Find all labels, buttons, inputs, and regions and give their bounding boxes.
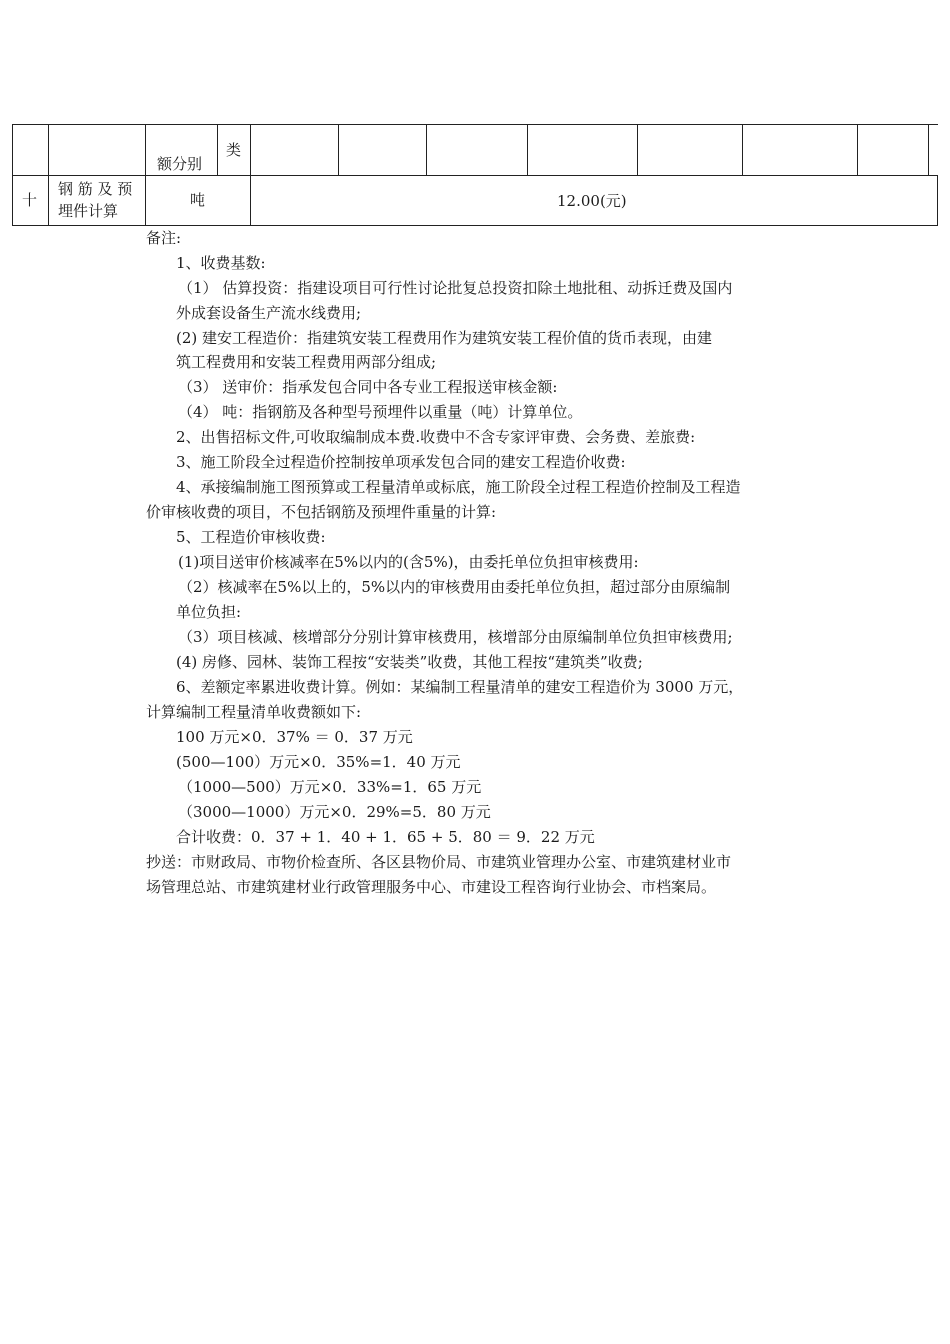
- note-line: 2、出售招标文件,可收取编制成本费.收费中不含专家评审费、会务费、差旅费:: [176, 428, 696, 446]
- table-col-border: [426, 124, 427, 175]
- table-col-border: [928, 124, 929, 175]
- note-line: （1） 估算投资：指建设项目可行性讨论批复总投资扣除土地批租、动拆迁费及国内: [178, 279, 733, 297]
- table-col-border: [937, 175, 938, 226]
- note-line: 1、收费基数:: [176, 254, 266, 272]
- table-col-border: [637, 124, 638, 175]
- note-line: 外成套设备生产流水线费用;: [176, 304, 362, 322]
- fee-table: [0, 124, 950, 226]
- note-line: 单位负担:: [176, 603, 242, 621]
- note-line: 3、施工阶段全过程造价控制按单项承发包合同的建安工程造价收费:: [176, 453, 626, 471]
- note-line: （2）核减率在5%以上的，5%以内的审核费用由委托单位负担，超过部分由原编制: [178, 578, 731, 596]
- row-item-line2: 埋件计算: [58, 202, 119, 220]
- notes-heading: 备注:: [146, 229, 182, 247]
- note-line: (4) 房修、园林、装饰工程按“安装类”收费，其他工程按“建筑类”收费;: [176, 653, 643, 671]
- table-col-border: [12, 124, 13, 226]
- table-col-border: [145, 124, 146, 226]
- row-price: 12.00(元): [557, 192, 627, 210]
- note-line: 4、承接编制施工图预算或工程量清单或标底，施工阶段全过程工程造价控制及工程造: [176, 478, 741, 496]
- row-index: 十: [22, 191, 38, 209]
- note-line: （4） 吨：指钢筋及各种型号预埋件以重量（吨）计算单位。: [178, 403, 583, 421]
- row-item-line1: 钢 筋 及 预: [58, 180, 133, 198]
- note-line: 6、差额定率累进收费计算。例如：某编制工程量清单的建安工程造价为 3000 万元，: [176, 678, 744, 696]
- row-unit: 吨: [190, 191, 206, 209]
- table-top-border: [12, 124, 938, 125]
- calc-line: 100 万元×0．37% ＝ 0．37 万元: [176, 728, 413, 746]
- calc-line: （1000—500）万元×0．33%=1．65 万元: [178, 778, 482, 796]
- cell-fee-category: 额分别: [157, 155, 203, 173]
- calc-line: (500—100）万元×0．35%=1．40 万元: [176, 753, 461, 771]
- table-row-divider: [12, 175, 938, 176]
- table-col-border: [857, 124, 858, 175]
- table-col-border: [48, 124, 49, 226]
- note-line: 筑工程费用和安装工程费用两部分组成;: [176, 353, 437, 371]
- table-col-border: [250, 124, 251, 226]
- table-col-border: [217, 124, 218, 175]
- note-line: （3） 送审价：指承发包合同中各专业工程报送审核金额:: [178, 378, 558, 396]
- note-line: (2) 建安工程造价：指建筑安装工程费用作为建筑安装工程价值的货币表现，由建: [176, 329, 713, 347]
- note-line: 价审核收费的项目，不包括钢筋及预埋件重量的计算:: [146, 503, 497, 521]
- note-line: （3）项目核减、核增部分分别计算审核费用，核增部分由原编制单位负担审核费用;: [178, 628, 733, 646]
- cc-line: 场管理总站、市建筑建材业行政管理服务中心、市建设工程咨询行业协会、市档案局。: [146, 878, 717, 896]
- table-col-border: [338, 124, 339, 175]
- note-line: (1)项目送审价核减率在5%以内的(含5%)，由委托单位负担审核费用:: [178, 553, 639, 571]
- note-line: 计算编制工程量清单收费额如下:: [146, 703, 362, 721]
- note-line: 5、工程造价审核收费:: [176, 528, 326, 546]
- cell-type-label: 类: [226, 141, 242, 159]
- table-col-border: [527, 124, 528, 175]
- calc-total-line: 合计收费：0．37 + 1．40 + 1．65 + 5．80 ＝ 9．22 万元: [176, 828, 595, 846]
- table-col-border: [742, 124, 743, 175]
- calc-line: （3000—1000）万元×0．29%=5．80 万元: [178, 803, 491, 821]
- cc-line: 抄送：市财政局、市物价检查所、各区县物价局、市建筑业管理办公室、市建筑建材业市: [146, 853, 732, 871]
